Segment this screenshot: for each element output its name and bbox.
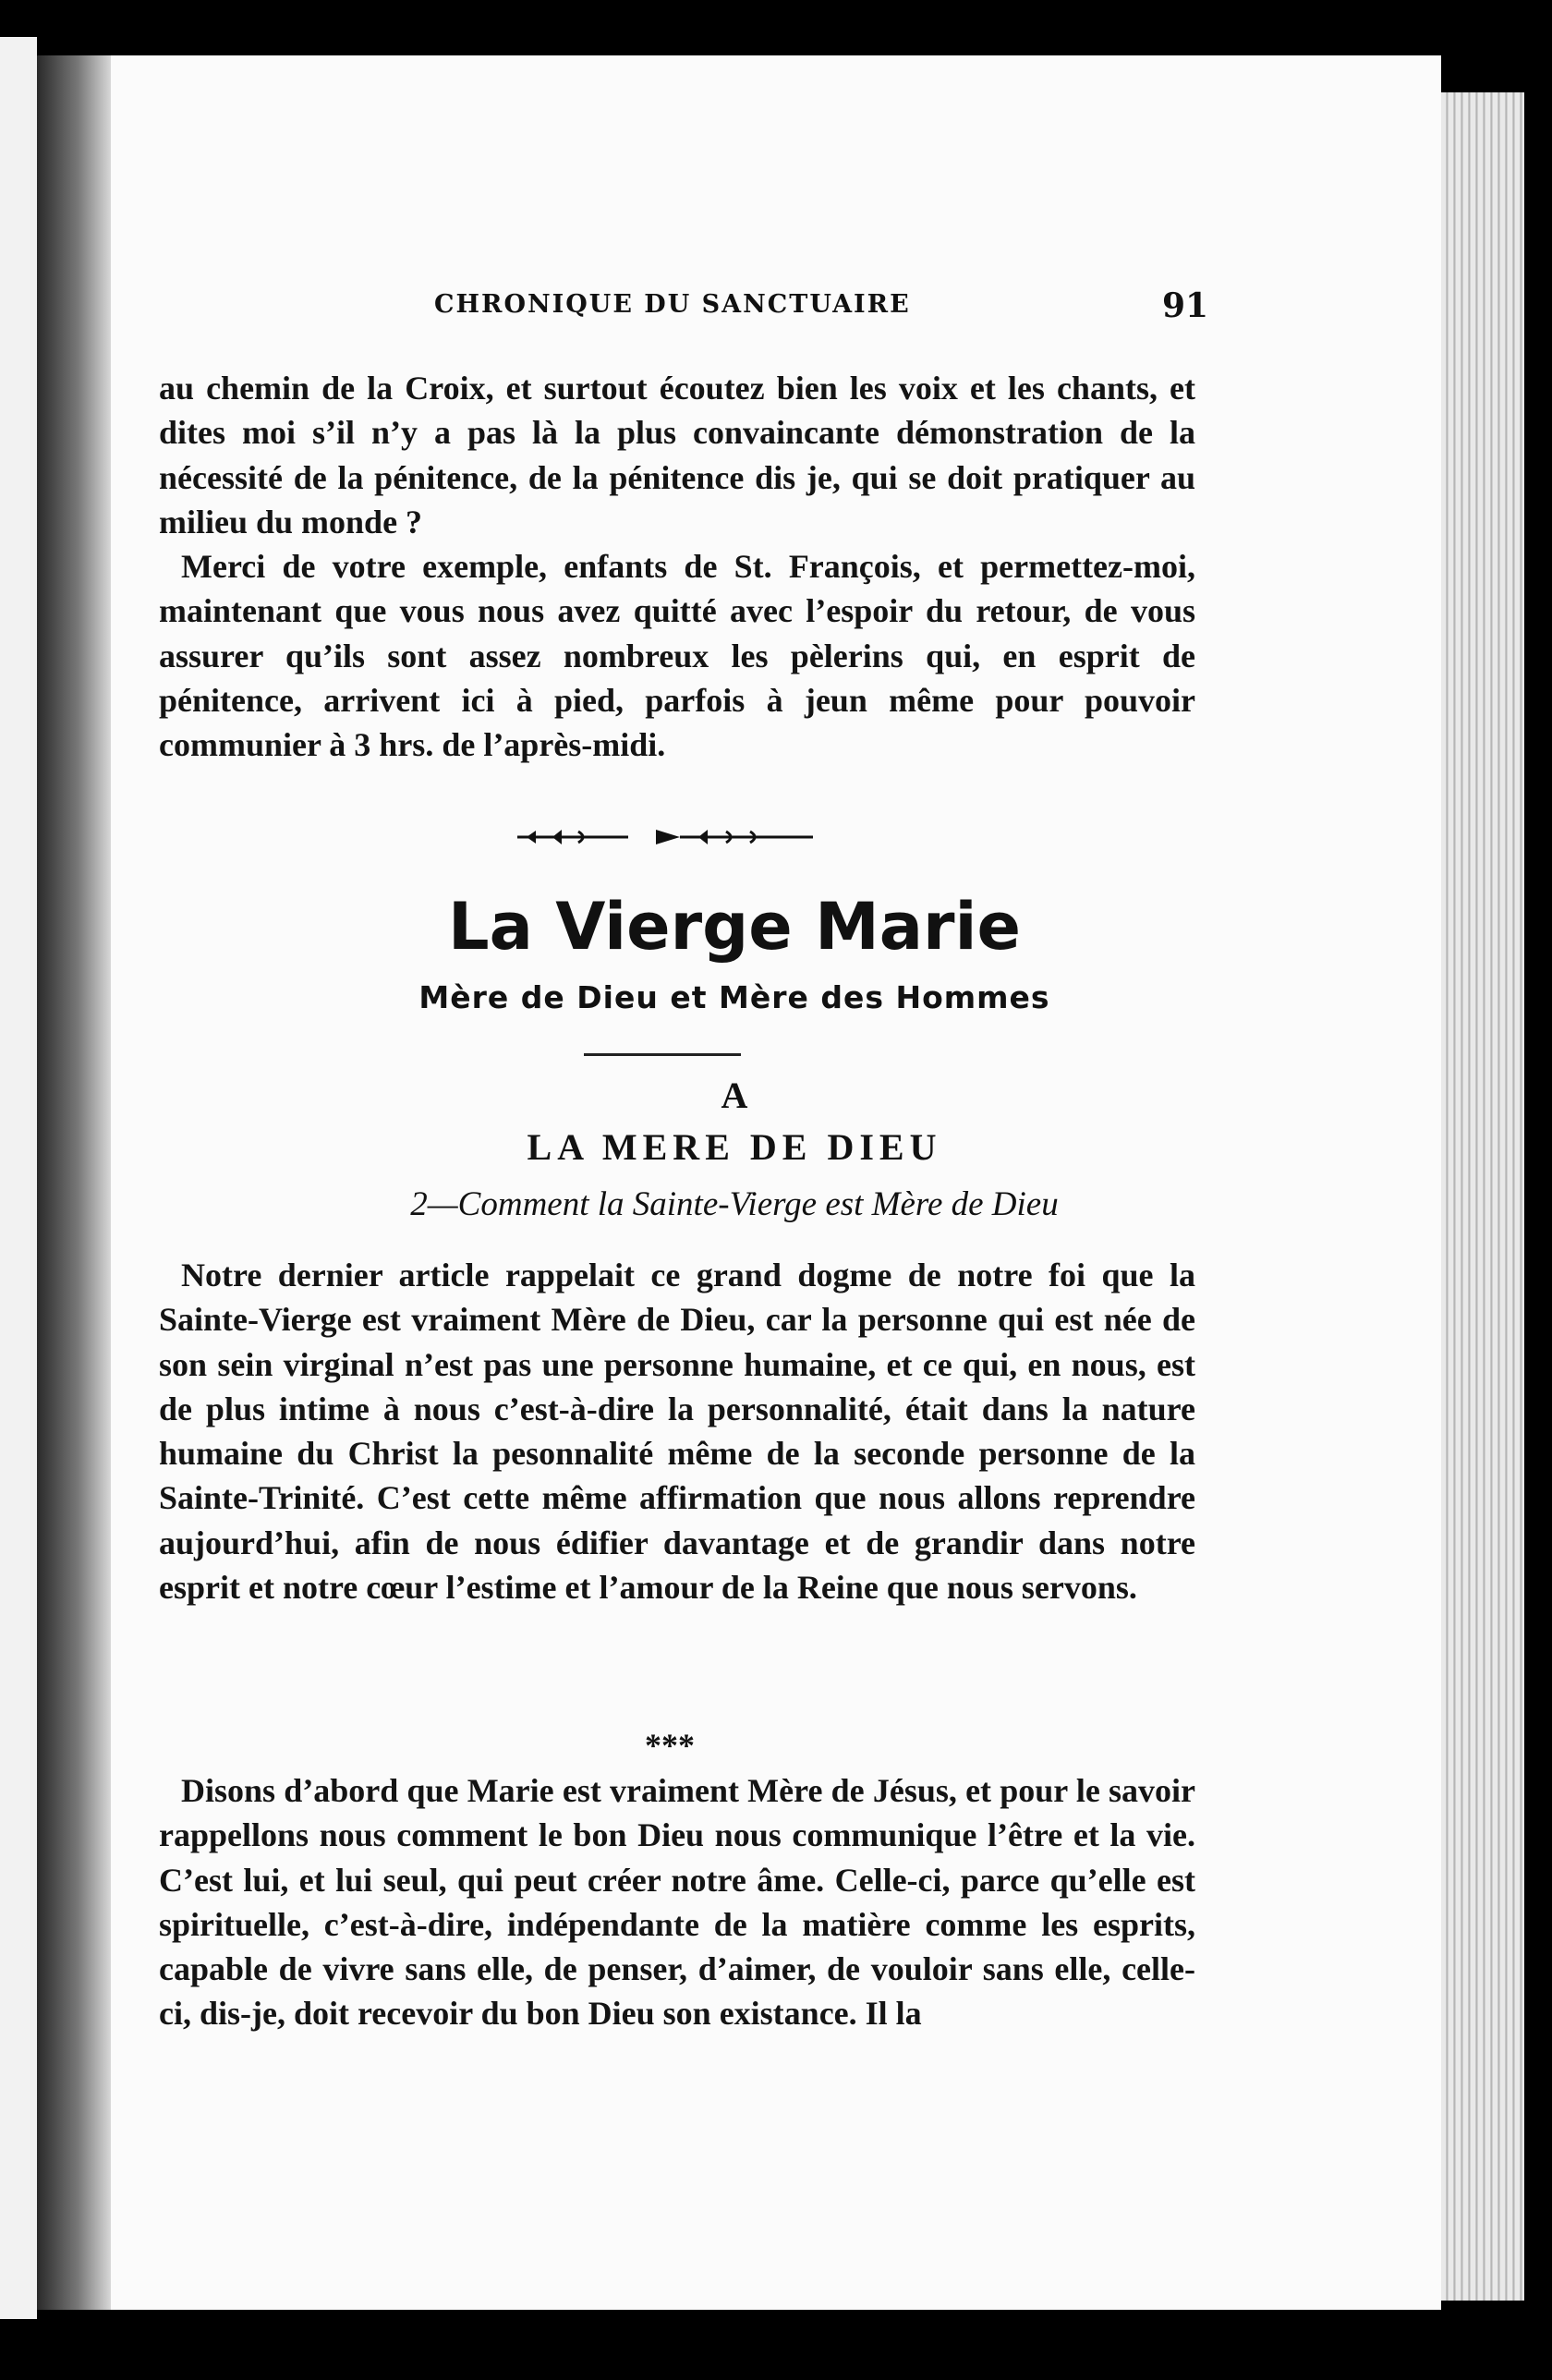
book-gutter-shadow: [37, 55, 111, 2310]
article-title: La Vierge Marie: [448, 889, 1021, 965]
section-letter: A: [721, 1075, 748, 1116]
article-body-2: [159, 1768, 1195, 2036]
intro-text: [159, 366, 1195, 768]
asterism: ***: [645, 1727, 695, 1764]
article-body-1: [159, 1253, 1195, 1609]
article-paragraph: Notre dernier article rappelait ce grand dogme de notre foi que la Sainte-Vierge est vraiment Mère de Dieu, car la personne qui est née de son sein virginal n’est pas une personne humaine, et ce qui, en nous, est de plus intime à nous c’est-à-dire la personnalité, était dans la nature humaine du Christ la pesonnalité même de la seconde personne de la Sainte-Trinité. C’est cette même affirmation que nous allons reprendre aujourd’hui, afin de nous édifier davantage et de grandir dans notre esprit et notre cœur l’estime et l’amour de la Reine que nous servons.: [159, 1257, 1195, 1607]
page-block-edges: [1441, 92, 1524, 2301]
ornament-flourish-icon: [517, 819, 831, 856]
article-paragraph: Disons d’abord que Marie est vraiment Mère de Jésus, et pour le savoir rappellons nous comment le bon Dieu nous communique l’être et la vie. C’est lui, et lui seul, qui peut créer notre âme. Celle-ci, parce qu’elle est spirituelle, c’est-à-dire, indépendante de la matière comme les esprits, capable de vivre sans elle, de penser, d’aimer, de vouloir sans elle, celle-ci, dis-je, doit recevoir du bon Dieu son existance. Il la: [159, 1772, 1195, 2033]
page-number: 91: [1162, 286, 1209, 325]
running-head: CHRONIQUE DU SANCTUAIRE: [434, 290, 911, 319]
intro-paragraph: au chemin de la Croix, et surtout écoutez bien les voix et les chants, et dites moi s’il n’y a pas là la plus convaincante démonstration de la nécessité de la pénitence, de la pénitence dis je, qui se doit pratiquer au milieu du monde ?: [159, 370, 1195, 540]
section-title: LA MERE DE DIEU: [527, 1126, 942, 1168]
facing-page-edge: [0, 37, 37, 2319]
ornamental-divider: [517, 819, 831, 859]
title-rule: [584, 1053, 741, 1056]
article-subtitle: Mère de Dieu et Mère des Hommes: [418, 979, 1050, 1015]
intro-paragraph: Merci de votre exemple, enfants de St. François, et permettez-moi, maintenant que vous nous avez quitté avec l’espoir du retour, de vous assurer qu’ils sont assez nombreux les pèlerins qui, en esprit de pénitence, arrivent ici à pied, parfois à jeun même pour pouvoir communier à 3 hrs. de l’après-midi.: [159, 548, 1195, 764]
section-subheading: 2—Comment la Sainte-Vierge est Mère de Dieu: [410, 1185, 1059, 1223]
